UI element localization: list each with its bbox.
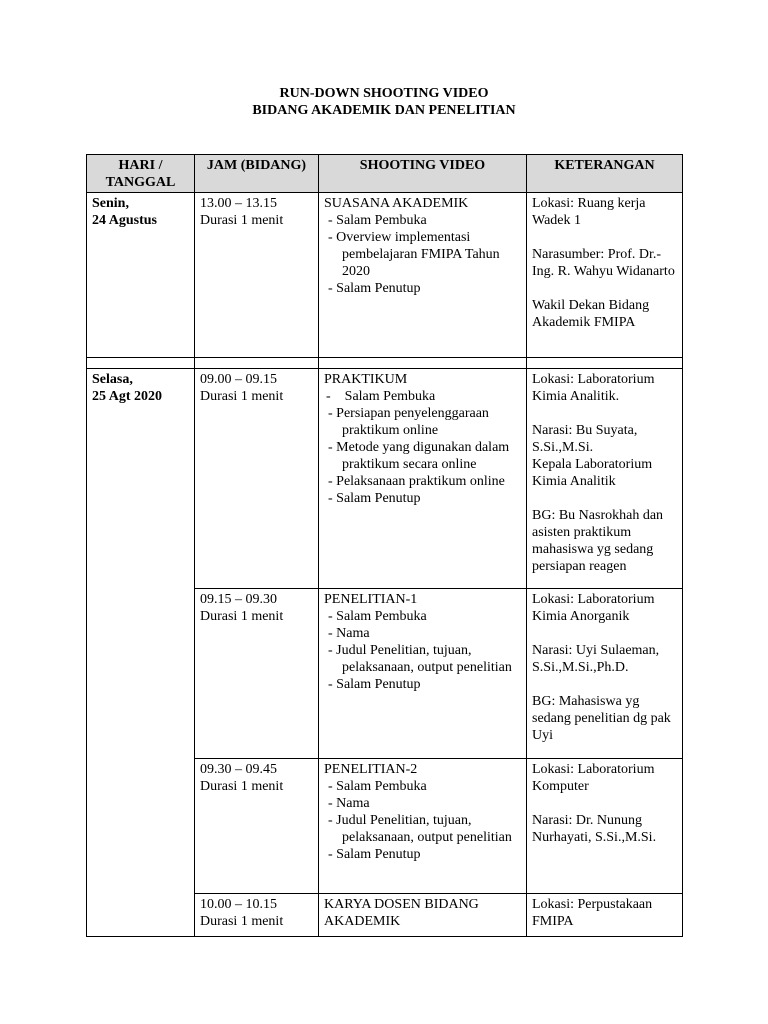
- time-cell: [195, 589, 319, 759]
- note-lokasi: Lokasi: Laboratorium Kimia Analitik.: [532, 372, 655, 404]
- note-lokasi: Lokasi: Laboratorium Komputer: [532, 762, 655, 794]
- header-shooting-video: SHOOTING VIDEO: [319, 155, 527, 193]
- time-range: 10.00 – 10.15: [200, 897, 277, 912]
- note-narasi: Narasi: Uyi Sulaeman, S.Si.,M.Si.,Ph.D.: [532, 643, 660, 675]
- list-item: - Metode yang digunakan dalam praktikum secara online: [328, 440, 510, 472]
- segment-title: PENELITIAN-2: [324, 762, 418, 777]
- day-cell: [87, 193, 195, 358]
- list-item: - Salam Pembuka: [326, 389, 436, 404]
- notes-cell: [527, 193, 683, 358]
- time-cell: [195, 369, 319, 589]
- title-line-2: BIDANG AKADEMIK DAN PENELITIAN: [252, 103, 516, 118]
- table-row: [87, 894, 683, 937]
- day-name: Selasa,: [92, 372, 133, 387]
- header-hari-tanggal: HARI / TANGGAL: [87, 155, 195, 193]
- time-cell: [195, 759, 319, 894]
- day-cell-continued: [87, 589, 195, 759]
- note-background: BG: Mahasiswa yg sedang penelitian dg pak Uyi: [532, 694, 671, 743]
- title-line-1: RUN-DOWN SHOOTING VIDEO: [279, 86, 489, 101]
- notes-cell: [527, 369, 683, 589]
- note-lokasi: Lokasi: Laboratorium Kimia Anorganik: [532, 592, 655, 624]
- shooting-cell: [319, 193, 527, 358]
- segment-title: SUASANA AKADEMIK: [324, 196, 469, 211]
- segment-title: PRAKTIKUM: [324, 372, 408, 387]
- duration: Durasi 1 menit: [200, 779, 284, 794]
- page-title: [0, 85, 768, 119]
- list-item: - Salam Penutup: [328, 491, 421, 506]
- list-item: - Persiapan penyelenggaraan praktikum online: [328, 406, 489, 438]
- list-item: - Nama: [328, 796, 370, 811]
- note-jabatan: Kepala Laboratorium Kimia Analitik: [532, 457, 653, 489]
- time-cell: [195, 894, 319, 937]
- time-range: 13.00 – 13.15: [200, 196, 277, 211]
- note-narasumber: Narasumber: Prof. Dr.-Ing. R. Wahyu Widanarto: [532, 247, 675, 279]
- list-item: - Overview implementasi pembelajaran FMIPA Tahun 2020: [328, 230, 500, 279]
- table-row: [87, 759, 683, 894]
- time-range: 09.00 – 09.15: [200, 372, 277, 387]
- table-row: [87, 193, 683, 358]
- day-cell: [87, 369, 195, 589]
- notes-cell: [527, 759, 683, 894]
- spacer-cell: [319, 358, 527, 369]
- table-row: [87, 589, 683, 759]
- day-name: Senin,: [92, 196, 129, 211]
- duration: Durasi 1 menit: [200, 389, 284, 404]
- note-lokasi: Lokasi: Perpustakaan FMIPA: [532, 897, 653, 929]
- header-row: [87, 155, 683, 193]
- time-range: 09.15 – 09.30: [200, 592, 277, 607]
- list-item: - Judul Penelitian, tujuan, pelaksanaan, output penelitian: [328, 643, 512, 675]
- spacer-cell: [87, 358, 195, 369]
- time-cell: [195, 193, 319, 358]
- spacer-row: [87, 358, 683, 369]
- segment-title: PENELITIAN-1: [324, 592, 418, 607]
- day-date: 24 Agustus: [92, 213, 157, 228]
- list-item: - Salam Pembuka: [328, 213, 427, 228]
- segment-title: KARYA DOSEN BIDANG AKADEMIK: [324, 897, 479, 929]
- header-keterangan: KETERANGAN: [527, 155, 683, 193]
- duration: Durasi 1 menit: [200, 914, 284, 929]
- duration: Durasi 1 menit: [200, 213, 284, 228]
- note-narasi: Narasi: Bu Suyata, S.Si.,M.Si.: [532, 423, 638, 455]
- spacer-cell: [527, 358, 683, 369]
- notes-cell: [527, 589, 683, 759]
- notes-cell: [527, 894, 683, 937]
- shooting-cell: [319, 589, 527, 759]
- list-item: - Salam Pembuka: [328, 609, 427, 624]
- list-item: - Pelaksanaan praktikum online: [328, 474, 505, 489]
- note-jabatan: Wakil Dekan Bidang Akademik FMIPA: [532, 298, 650, 330]
- duration: Durasi 1 menit: [200, 609, 284, 624]
- day-cell-continued: [87, 759, 195, 894]
- rundown-table: [86, 154, 683, 937]
- shooting-cell: [319, 369, 527, 589]
- note-lokasi: Lokasi: Ruang kerja Wadek 1: [532, 196, 646, 228]
- list-item: - Nama: [328, 626, 370, 641]
- header-jam-bidang: JAM (BIDANG): [195, 155, 319, 193]
- shooting-cell: [319, 759, 527, 894]
- list-item: - Salam Penutup: [328, 847, 421, 862]
- list-item: - Salam Penutup: [328, 677, 421, 692]
- note-narasi: Narasi: Dr. Nunung Nurhayati, S.Si.,M.Si.: [532, 813, 657, 845]
- day-cell-continued: [87, 894, 195, 937]
- time-range: 09.30 – 09.45: [200, 762, 277, 777]
- list-item: - Salam Penutup: [328, 281, 421, 296]
- day-date: 25 Agt 2020: [92, 389, 162, 404]
- shooting-cell: [319, 894, 527, 937]
- note-background: BG: Bu Nasrokhah dan asisten praktikum mahasiswa yg sedang persiapan reagen: [532, 508, 664, 574]
- table-row: [87, 369, 683, 589]
- list-item: - Salam Pembuka: [328, 779, 427, 794]
- spacer-cell: [195, 358, 319, 369]
- list-item: - Judul Penelitian, tujuan, pelaksanaan, output penelitian: [328, 813, 512, 845]
